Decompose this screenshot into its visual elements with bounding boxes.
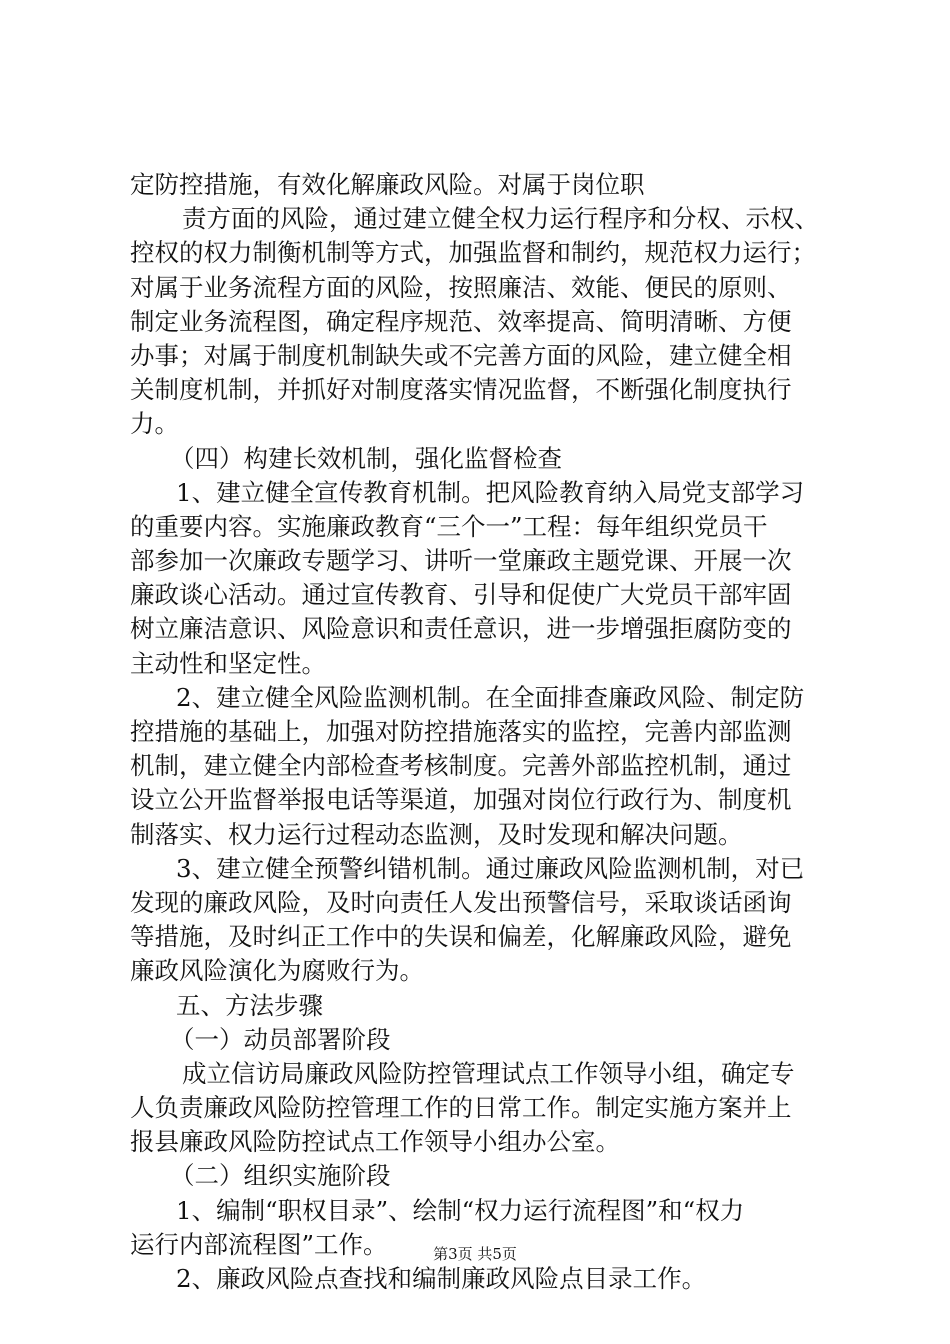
text-line: 控措施的基础上，加强对防控措施落实的监控，完善内部监测 (130, 717, 792, 746)
text-line: （二）组织实施阶段 (170, 1161, 391, 1191)
text-line: 3、建立健全预警纠错机制。通过廉政风险监测机制，对已 (176, 853, 805, 883)
text-line: 1、建立健全宣传教育机制。把风险教育纳入局党支部学习 (176, 477, 805, 507)
text-line: 制定业务流程图，确定程序规范、效率提高、简明清晰、方便 (130, 306, 792, 336)
text-line: 主动性和坚定性。 (130, 648, 326, 678)
text-line: 定防控措施，有效化解廉政风险。对属于岗位职 (130, 170, 645, 199)
text-line: （一）动员部署阶段 (170, 1024, 391, 1054)
document-body (130, 168, 830, 1296)
text-line: 发现的廉政风险，及时向责任人发出预警信号，采取谈话函询 (130, 887, 792, 917)
text-line: 报县廉政风险防控试点工作领导小组办公室。 (130, 1127, 620, 1157)
text-line: 对属于业务流程方面的风险，按照廉洁、效能、便民的原则、 (130, 272, 792, 302)
text-line: 廉政风险演化为腐败行为。 (130, 956, 424, 986)
text-line: 关制度机制，并抓好对制度落实情况监督，不断强化制度执行 (130, 375, 792, 405)
text-line: 机制，建立健全内部检查考核制度。完善外部监控机制，通过 (130, 751, 792, 781)
text-line: 的重要内容。实施廉政教育“三个一”工程：每年组织党员干 (130, 511, 768, 541)
text-line: 部参加一次廉政专题学习、讲听一堂廉政主题党课、开展一次 (130, 546, 792, 576)
text-line: 树立廉洁意识、风险意识和责任意识，进一步增强拒腐防变的 (130, 614, 792, 644)
text-line: 2、建立健全风险监测机制。在全面排查廉政风险、制定防 (176, 682, 805, 712)
text-line: （四）构建长效机制，强化监督检查 (170, 443, 562, 473)
text-line: 等措施，及时纠正工作中的失误和偏差，化解廉政风险，避免 (130, 922, 792, 952)
text-line: 2、廉政风险点查找和编制廉政风险点目录工作。 (176, 1264, 707, 1293)
text-line: 办事；对属于制度机制缺失或不完善方面的风险，建立健全相 (130, 340, 792, 370)
text-line: 设立公开监督举报电话等渠道，加强对岗位行政行为、制度机 (130, 785, 792, 815)
text-line: 1、编制“职权目录”、绘制“权力运行流程图”和“权力 (176, 1195, 745, 1225)
text-line: 廉政谈心活动。通过宣传教育、引导和促使广大党员干部牢固 (130, 580, 792, 610)
text-line: 制落实、权力运行过程动态监测，及时发现和解决问题。 (130, 819, 743, 849)
text-line: 力。 (130, 409, 179, 439)
text-line: 成立信访局廉政风险防控管理试点工作领导小组，确定专 (182, 1058, 795, 1088)
text-line: 责方面的风险，通过建立健全权力运行程序和分权、示权、 (182, 204, 819, 234)
page-footer: 第3页 共5页 (433, 1245, 517, 1263)
text-line: 运行内部流程图”工作。 (130, 1229, 388, 1259)
text-line: 控权的权力制衡机制等方式，加强监督和制约，规范权力运行； (130, 238, 816, 268)
text-line: 人负责廉政风险防控管理工作的日常工作。制定实施方案并上 (130, 1093, 792, 1123)
text-line: 五、方法步骤 (176, 990, 323, 1020)
